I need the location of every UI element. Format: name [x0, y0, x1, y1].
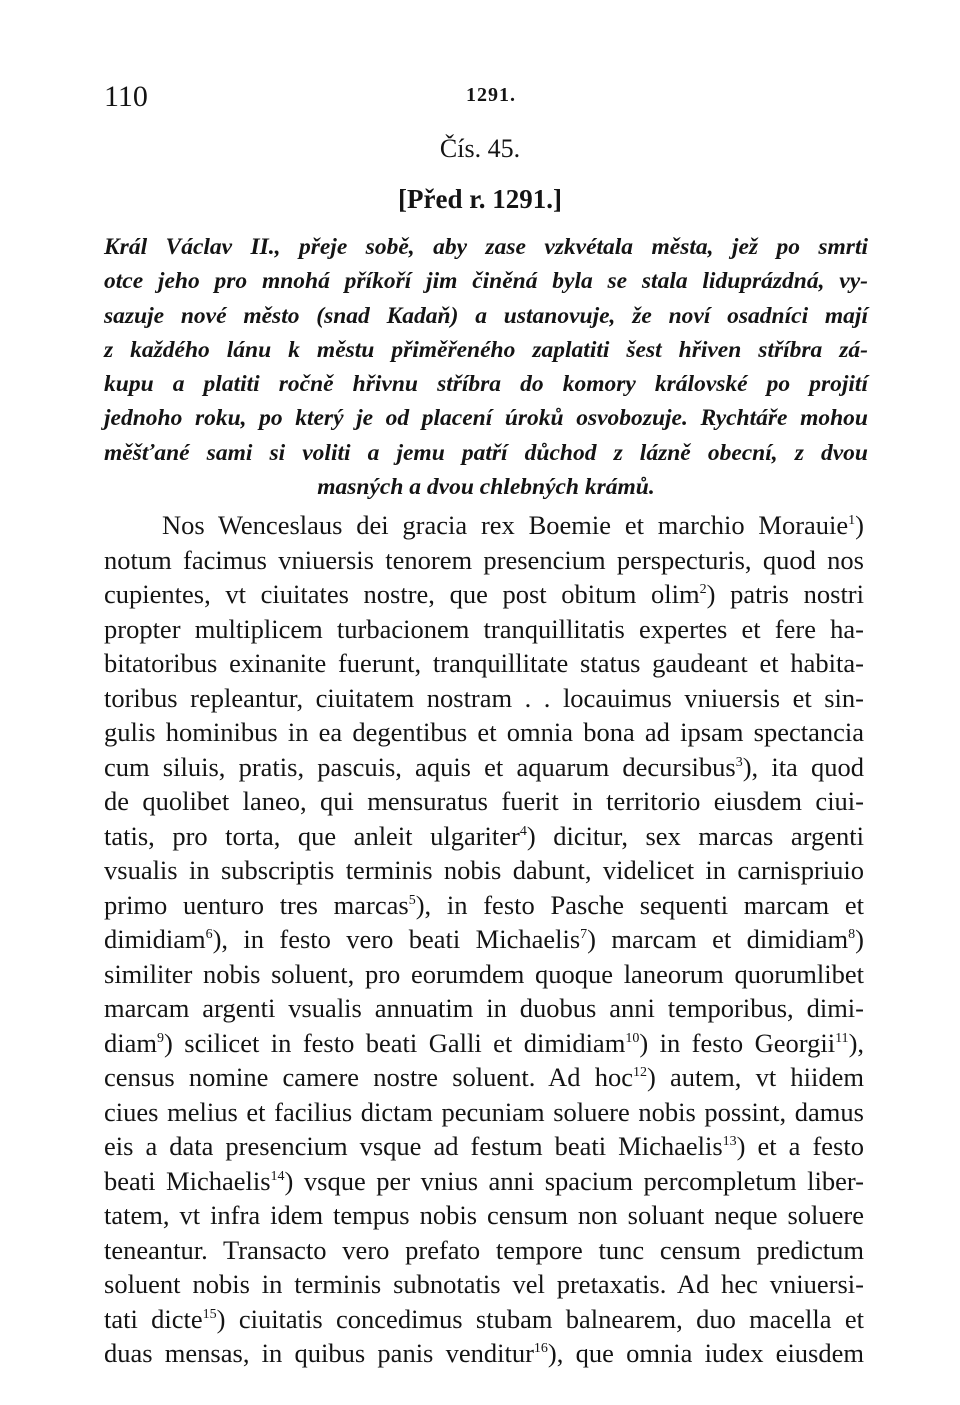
summary-line: z každého lánu k městu přiměřeného zaplatiti šest hřiven stříbra zá-	[104, 336, 868, 363]
summary-line: měšťané sami si voliti a jemu patří důchod z lázně obecní, z dvou	[104, 439, 868, 466]
body-line	[104, 819, 864, 854]
body-text-segment: ), in festo Pasche sequenti marcam et	[415, 889, 864, 920]
body-line	[104, 957, 864, 992]
footnote-marker: 1	[848, 513, 856, 529]
body-line	[104, 1095, 864, 1130]
latin-charter-text	[104, 508, 864, 1371]
body-line	[104, 853, 864, 888]
summary-line: Král Václav II., přeje sobě, aby zase vzkvétala města, jež po smrti	[104, 234, 868, 260]
body-line	[104, 922, 864, 957]
summary-line: otce jeho pro mnohá příkoří jim činěná byla se stala liduprázdná, vy-	[104, 268, 868, 295]
body-line	[104, 1267, 864, 1302]
body-text-segment: tati dicte	[104, 1303, 203, 1334]
footnote-marker: 14	[270, 1168, 285, 1184]
body-line	[104, 1129, 864, 1164]
body-text-segment: cum siluis, pratis, pascuis, aquis et aquarum decursibus	[104, 751, 736, 782]
footnote-marker: 15	[202, 1306, 217, 1322]
body-text-segment: ) in festo Georgii	[639, 1027, 836, 1058]
footnote-marker: 9	[157, 1030, 164, 1046]
running-header-year: 1291.	[466, 84, 516, 106]
body-text-segment: beati Michaelis	[104, 1165, 271, 1196]
body-text-segment: ) marcam et dimidiam	[587, 924, 849, 954]
footnote-marker: 8	[848, 927, 856, 943]
body-text-segment: cupientes, vt ciuitates nostre, que post obitum olim	[104, 579, 700, 609]
summary-line: jednoho roku, po který je od placení úroků osvobozuje. Rychtáře mohou	[104, 405, 868, 432]
body-text-segment: tatis, pro torta, que anleit ulgariter	[104, 820, 520, 851]
footnote-marker: 5	[408, 892, 416, 908]
summary-line: kupu a platiti ročně hřivnu stříbra do komory královské po projití	[104, 371, 868, 398]
body-line	[104, 1302, 864, 1337]
body-text-segment: ), ita quod	[742, 751, 864, 782]
footnote-marker: 6	[205, 927, 213, 943]
body-text-segment: ) scilicet in festo beati Galli et dimidiam	[164, 1027, 626, 1058]
body-text-segment: duas mensas, in quibus panis venditur	[104, 1338, 534, 1368]
body-text-segment: ), que omnia iudex eiusdem	[547, 1338, 864, 1368]
body-line	[104, 681, 864, 716]
body-text-segment: diam	[104, 1027, 157, 1058]
body-line	[104, 508, 864, 543]
footnote-marker: 3	[735, 754, 743, 770]
summary-line: sazuje nové město (snad Kadaň) a ustanovuje, že noví osadníci mají	[104, 302, 868, 329]
footnote-marker: 13	[722, 1134, 737, 1150]
body-line	[104, 646, 864, 681]
body-text-segment: Nos Wenceslaus dei gracia rex Boemie et marchio Morauie	[162, 510, 849, 540]
body-text-segment: de quolibet laneo, qui mensuratus fuerit in territorio eiusdem ciui-	[104, 786, 864, 816]
body-text-segment: census nomine camere nostre soluent. Ad hoc	[104, 1062, 633, 1092]
footnote-marker: 4	[519, 823, 527, 839]
body-text-segment: dimidiam	[104, 924, 206, 954]
body-text-segment: ), in festo vero beati Michaelis	[212, 924, 581, 954]
footnote-marker: 7	[580, 927, 588, 943]
body-text-segment: ) et a festo	[736, 1131, 864, 1161]
body-text-segment: gulis hominibus in ea degentibus et omnia bona ad ipsam spectancia	[104, 717, 864, 747]
body-text-segment: propter multiplicem turbacionem tranquillitatis expertes et fere ha-	[104, 613, 864, 644]
body-line	[104, 750, 864, 785]
body-line	[104, 543, 864, 578]
body-text-segment: )	[855, 924, 864, 954]
body-text-segment: marcam argenti vsualis annuatim in duobus anni temporibus, dimi-	[104, 993, 864, 1023]
body-text-segment: ),	[848, 1027, 865, 1058]
body-text-segment: eis a data presencium vsque ad festum beati Michaelis	[104, 1131, 723, 1161]
body-text-segment: bitatoribus exinanite fuerunt, tranquillitate status gaudeant et habita-	[104, 648, 864, 678]
body-line	[104, 1060, 864, 1095]
document-number: Čís. 45.	[439, 134, 521, 163]
body-text-segment: similiter nobis soluent, pro eorumdem quoque laneorum quorumlibet	[104, 958, 864, 989]
footnote-marker: 10	[625, 1030, 640, 1046]
body-line	[104, 1233, 864, 1268]
body-text-segment: teneantur. Transacto vero prefato tempore tunc censum predictum	[104, 1234, 864, 1265]
body-line	[104, 612, 864, 647]
body-text-segment: primo uenturo tres marcas	[104, 889, 409, 920]
document-date: [Před r. 1291.]	[398, 184, 562, 214]
body-line	[104, 1198, 864, 1233]
body-line	[104, 784, 864, 819]
body-line	[104, 1026, 864, 1061]
body-text-segment: notum facimus vniuersis tenorem presencium perspecturis, quod nos	[104, 544, 864, 575]
body-text-segment: tatem, vt infra idem tempus nobis censum non soluant neque soluere	[104, 1200, 864, 1230]
body-text-segment: toribus repleantur, ciuitatem nostram . . locauimus vniuersis et sin-	[104, 682, 864, 713]
footnote-marker: 2	[699, 582, 707, 598]
body-line	[104, 1164, 864, 1199]
page-number: 110	[104, 80, 148, 113]
body-text-segment: ) autem, vt hiidem	[646, 1062, 864, 1092]
body-text-segment: vsualis in subscriptis terminis nobis dabunt, videlicet in carnispriuio	[104, 855, 864, 885]
footnote-marker: 11	[835, 1030, 849, 1046]
body-line	[104, 715, 864, 750]
body-line	[104, 1336, 864, 1371]
summary-line: masných a dvou chlebných krámů.	[317, 474, 655, 501]
body-text-segment: soluent nobis in terminis subnotatis vel pretaxatis. Ad hec vniuersi-	[104, 1269, 864, 1299]
body-line	[104, 888, 864, 923]
body-text-segment: ciues melius et facilius dictam pecuniam soluere nobis possint, damus	[104, 1096, 864, 1127]
czech-summary	[104, 230, 868, 504]
body-text-segment: ) vsque per vnius anni spacium percompletum liber-	[284, 1165, 865, 1196]
body-line	[104, 991, 864, 1026]
body-text-segment: ) dicitur, sex marcas argenti	[526, 820, 864, 851]
body-text-segment: ) ciuitatis concedimus stubam balnearem, duo macella et	[216, 1303, 864, 1334]
footnote-marker: 16	[533, 1341, 548, 1357]
footnote-marker: 12	[632, 1065, 647, 1081]
body-text-segment: ) patris nostri	[706, 579, 864, 609]
body-text-segment: )	[855, 510, 864, 540]
body-line	[104, 577, 864, 612]
